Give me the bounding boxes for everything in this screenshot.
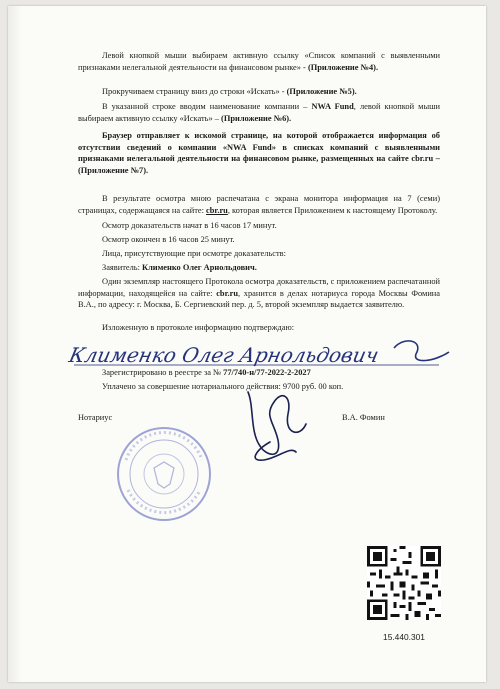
paragraph-confirm: Изложенную в протоколе информацию подтверждаю: <box>102 323 295 332</box>
paragraph-browser-result: Браузер отправляет к искомой странице, на которой отображается информация об отсутствии сведений о компании «NWA Fund» в списках компаний с выявленными признаками нелегальной деятельности на финансовом рынке, размещенных на сайте cbr.ru – (Приложение №7). <box>78 131 440 175</box>
page-fold-shadow <box>8 6 22 682</box>
qr-code <box>367 546 441 620</box>
handwritten-name-text: Клименко Олег Арнольдович <box>66 343 381 367</box>
paragraph-start-time: Осмотр доказательств начат в 16 часов 17 минут. <box>102 221 277 230</box>
paragraph-enter-company: В указанной строке вводим наименование компании – NWA Fund, левой кнопкой мыши выбираем активную ссылку «Искать» – (Приложение №6). <box>78 102 441 123</box>
paragraph-scroll: Прокручиваем страницу вниз до строки «Искать» - (Приложение №5). <box>102 87 357 96</box>
paragraph-end-time: Осмотр окончен в 16 часов 25 минут. <box>102 235 235 244</box>
paragraph-copies: Один экземпляр настоящего Протокола осмотра доказательств, с приложением распечатанной информации, находящейся на сайте: cbr.ru, хранится в делах нотариуса города Москвы Фомина В.А., по адресу: г. Москва, Б. Сергиевский пер. д. 5, второй экземпляр выдается заявителю. <box>78 277 441 310</box>
notary-signature <box>230 376 320 468</box>
paragraph-registry: Зарегистрировано в реестре за № 77/740-н/77-2022-2-2027 <box>102 368 311 377</box>
paragraph-paid: Уплачено за совершение нотариального действия: 9700 руб. 00 коп. <box>102 382 344 391</box>
notary-label: Нотариус <box>78 413 113 422</box>
notary-seal-stamp <box>114 424 214 529</box>
notary-name: В.А. Фомин <box>342 413 385 422</box>
paragraph-applicant: Заявитель: Клименко Олег Арнольдович. <box>102 263 257 272</box>
document-page <box>8 6 486 682</box>
paragraph-printout: В результате осмотра мною распечатана с экрана монитора информация на 7 (семи) страницах, содержащаяся на сайте: cbr.ru, которая является Приложением к настоящему Протоколу. <box>78 194 440 215</box>
qr-serial-number: 15.440.301 <box>383 632 425 642</box>
paragraph-present-persons: Лица, присутствующие при осмотре доказательств: <box>102 249 286 258</box>
paragraph-select-link: Левой кнопкой мыши выбираем активную ссылку «Список компаний с выявленными признаками нелегальной деятельности на финансовом рынке» - (Приложение №4). <box>78 51 440 72</box>
